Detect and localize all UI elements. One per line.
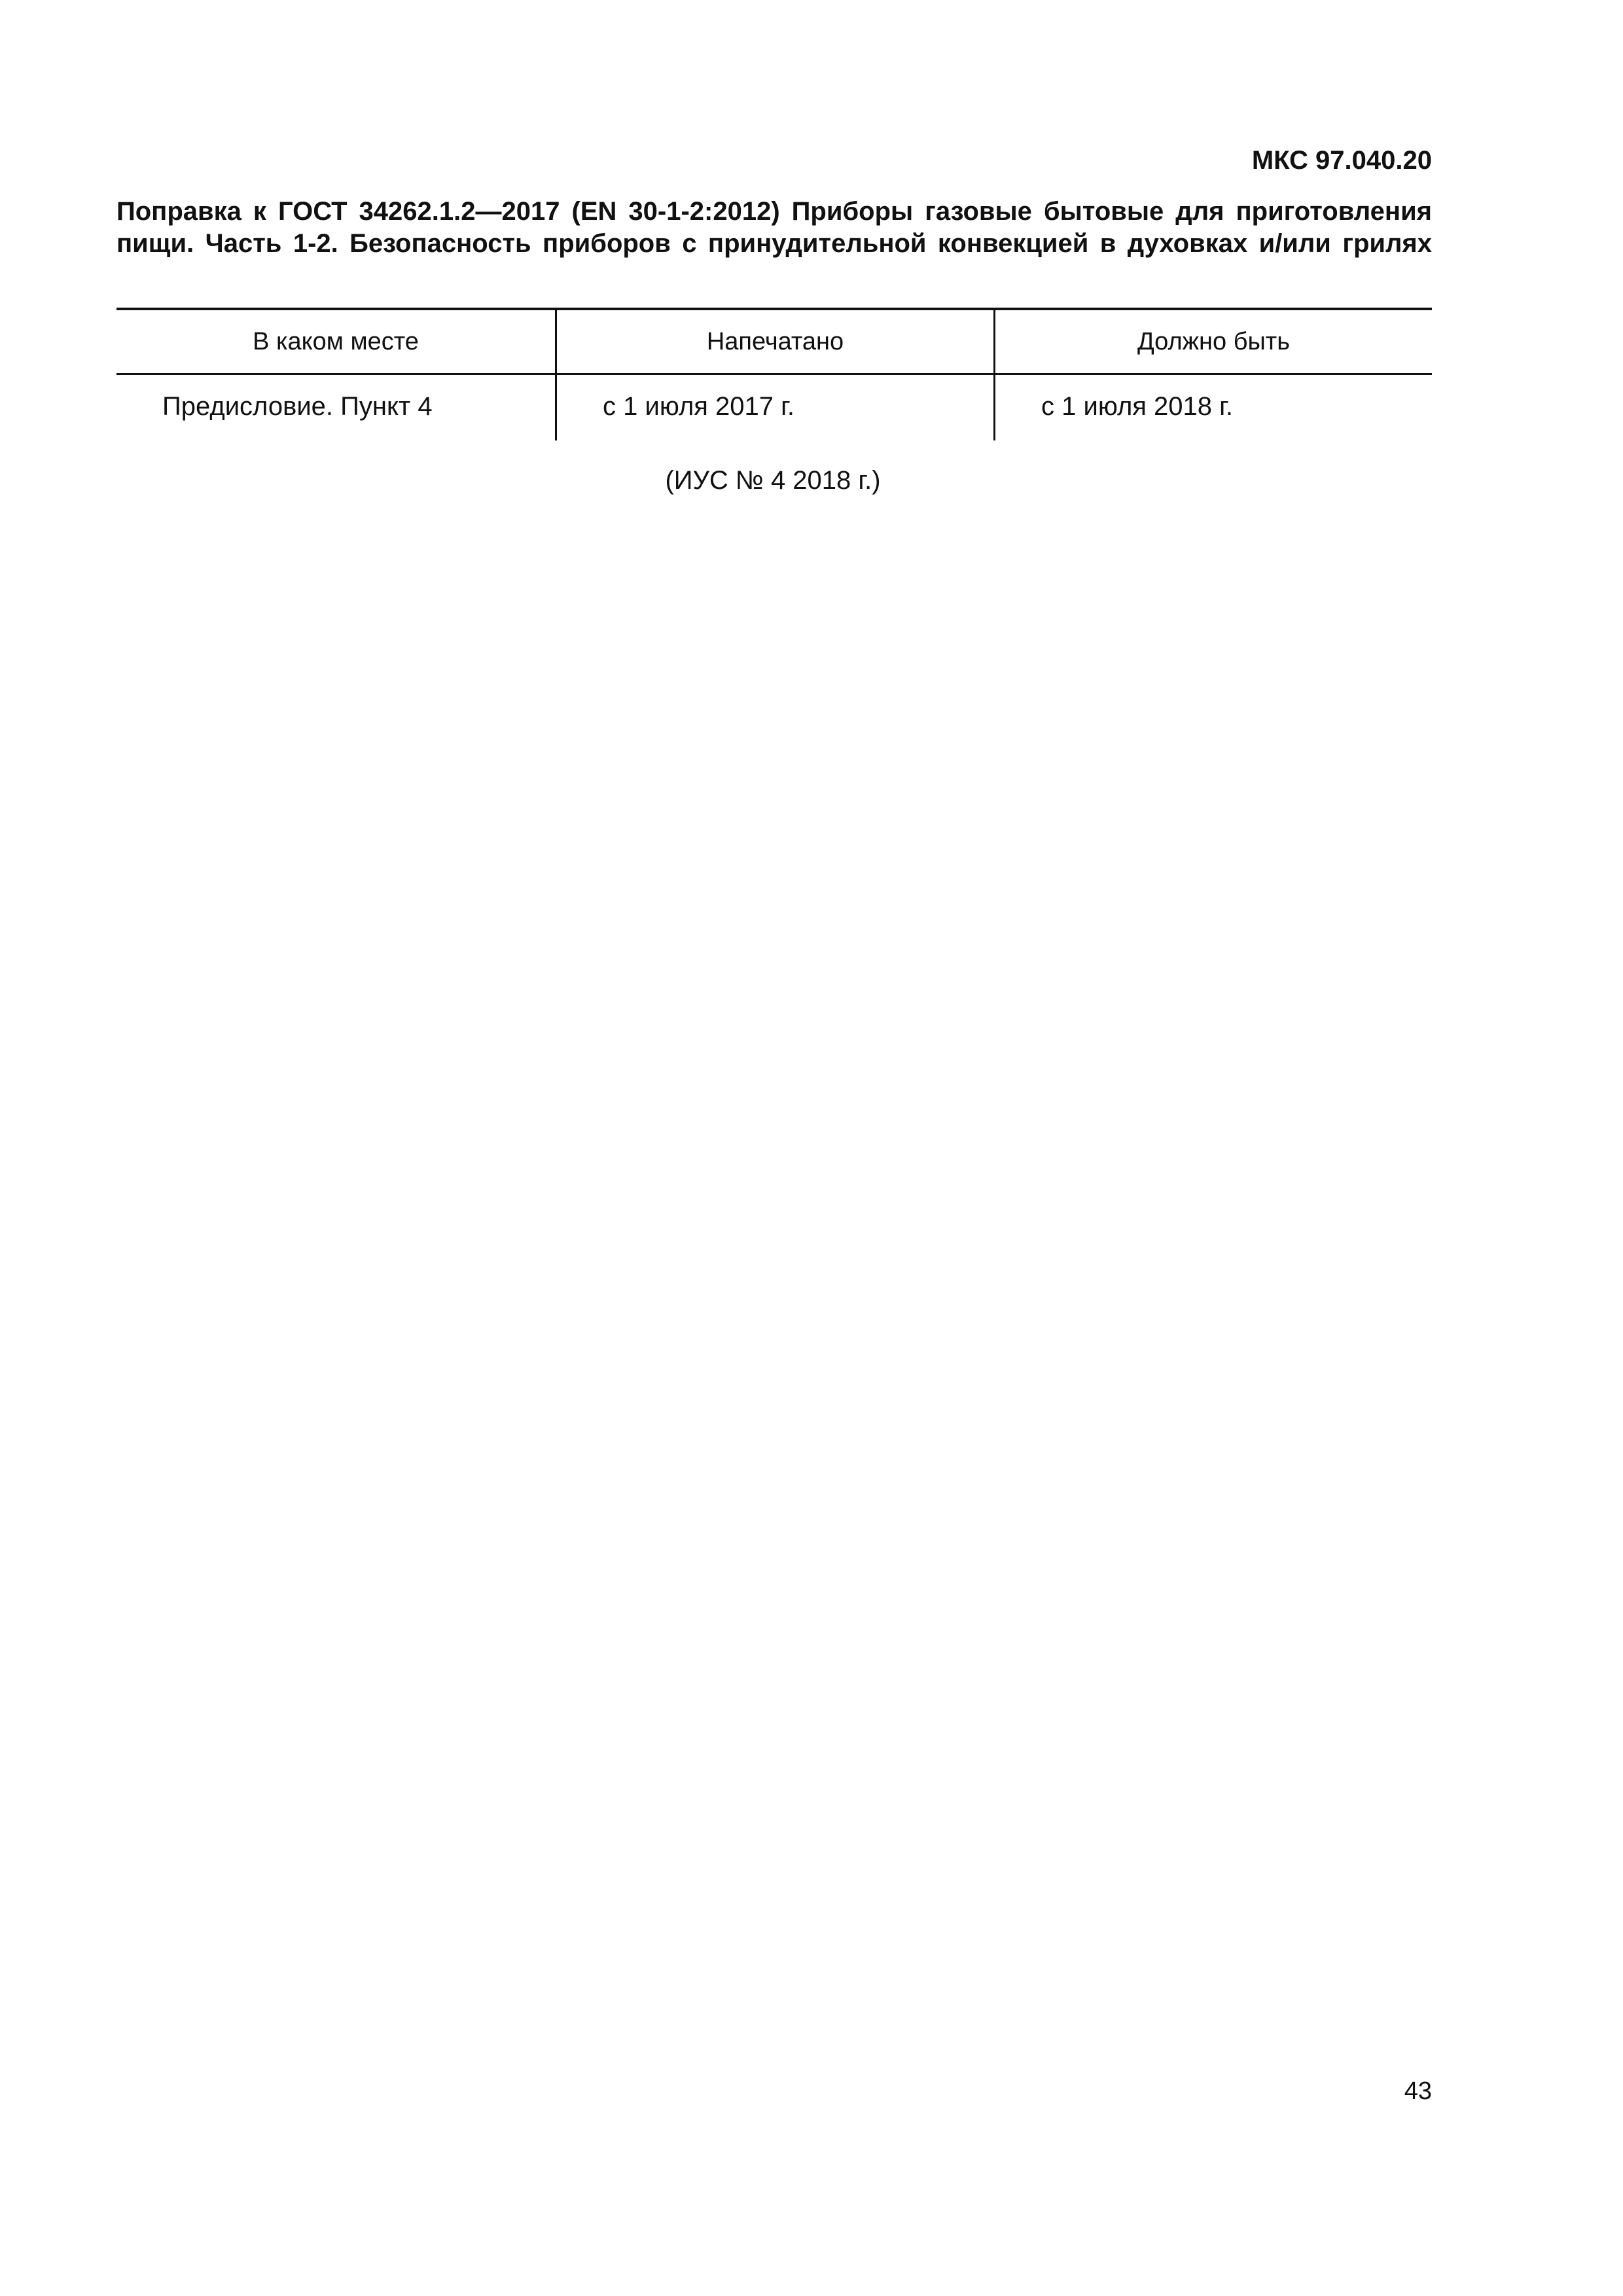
document-title-line-2: пищи. Часть 1-2. Безопасность приборов с принудительной конвекцией в духовках и/или грилях — [116, 229, 1432, 258]
page-number: 43 — [1404, 2077, 1432, 2105]
classification-code: МКС 97.040.20 — [1251, 146, 1432, 175]
document-title-line-1: Поправка к ГОСТ 34262.1.2—2017 (EN 30-1-2:2012) Приборы газовые бытовые для приготовления — [116, 197, 1432, 226]
table-header-should-be: Должно быть — [993, 310, 1432, 373]
table-header-printed: Напечатано — [555, 310, 993, 373]
source-note: (ИУС № 4 2018 г.) — [665, 466, 881, 495]
table-cell-should-be: с 1 июля 2018 г. — [993, 375, 1432, 440]
table-cell-location: Предисловие. Пункт 4 — [162, 392, 433, 421]
correction-table — [116, 308, 1432, 440]
table-row — [116, 375, 1432, 440]
table-header-row — [116, 310, 1432, 375]
table-cell-printed: с 1 июля 2017 г. — [555, 375, 993, 440]
table-header-location: В каком месте — [253, 327, 419, 355]
